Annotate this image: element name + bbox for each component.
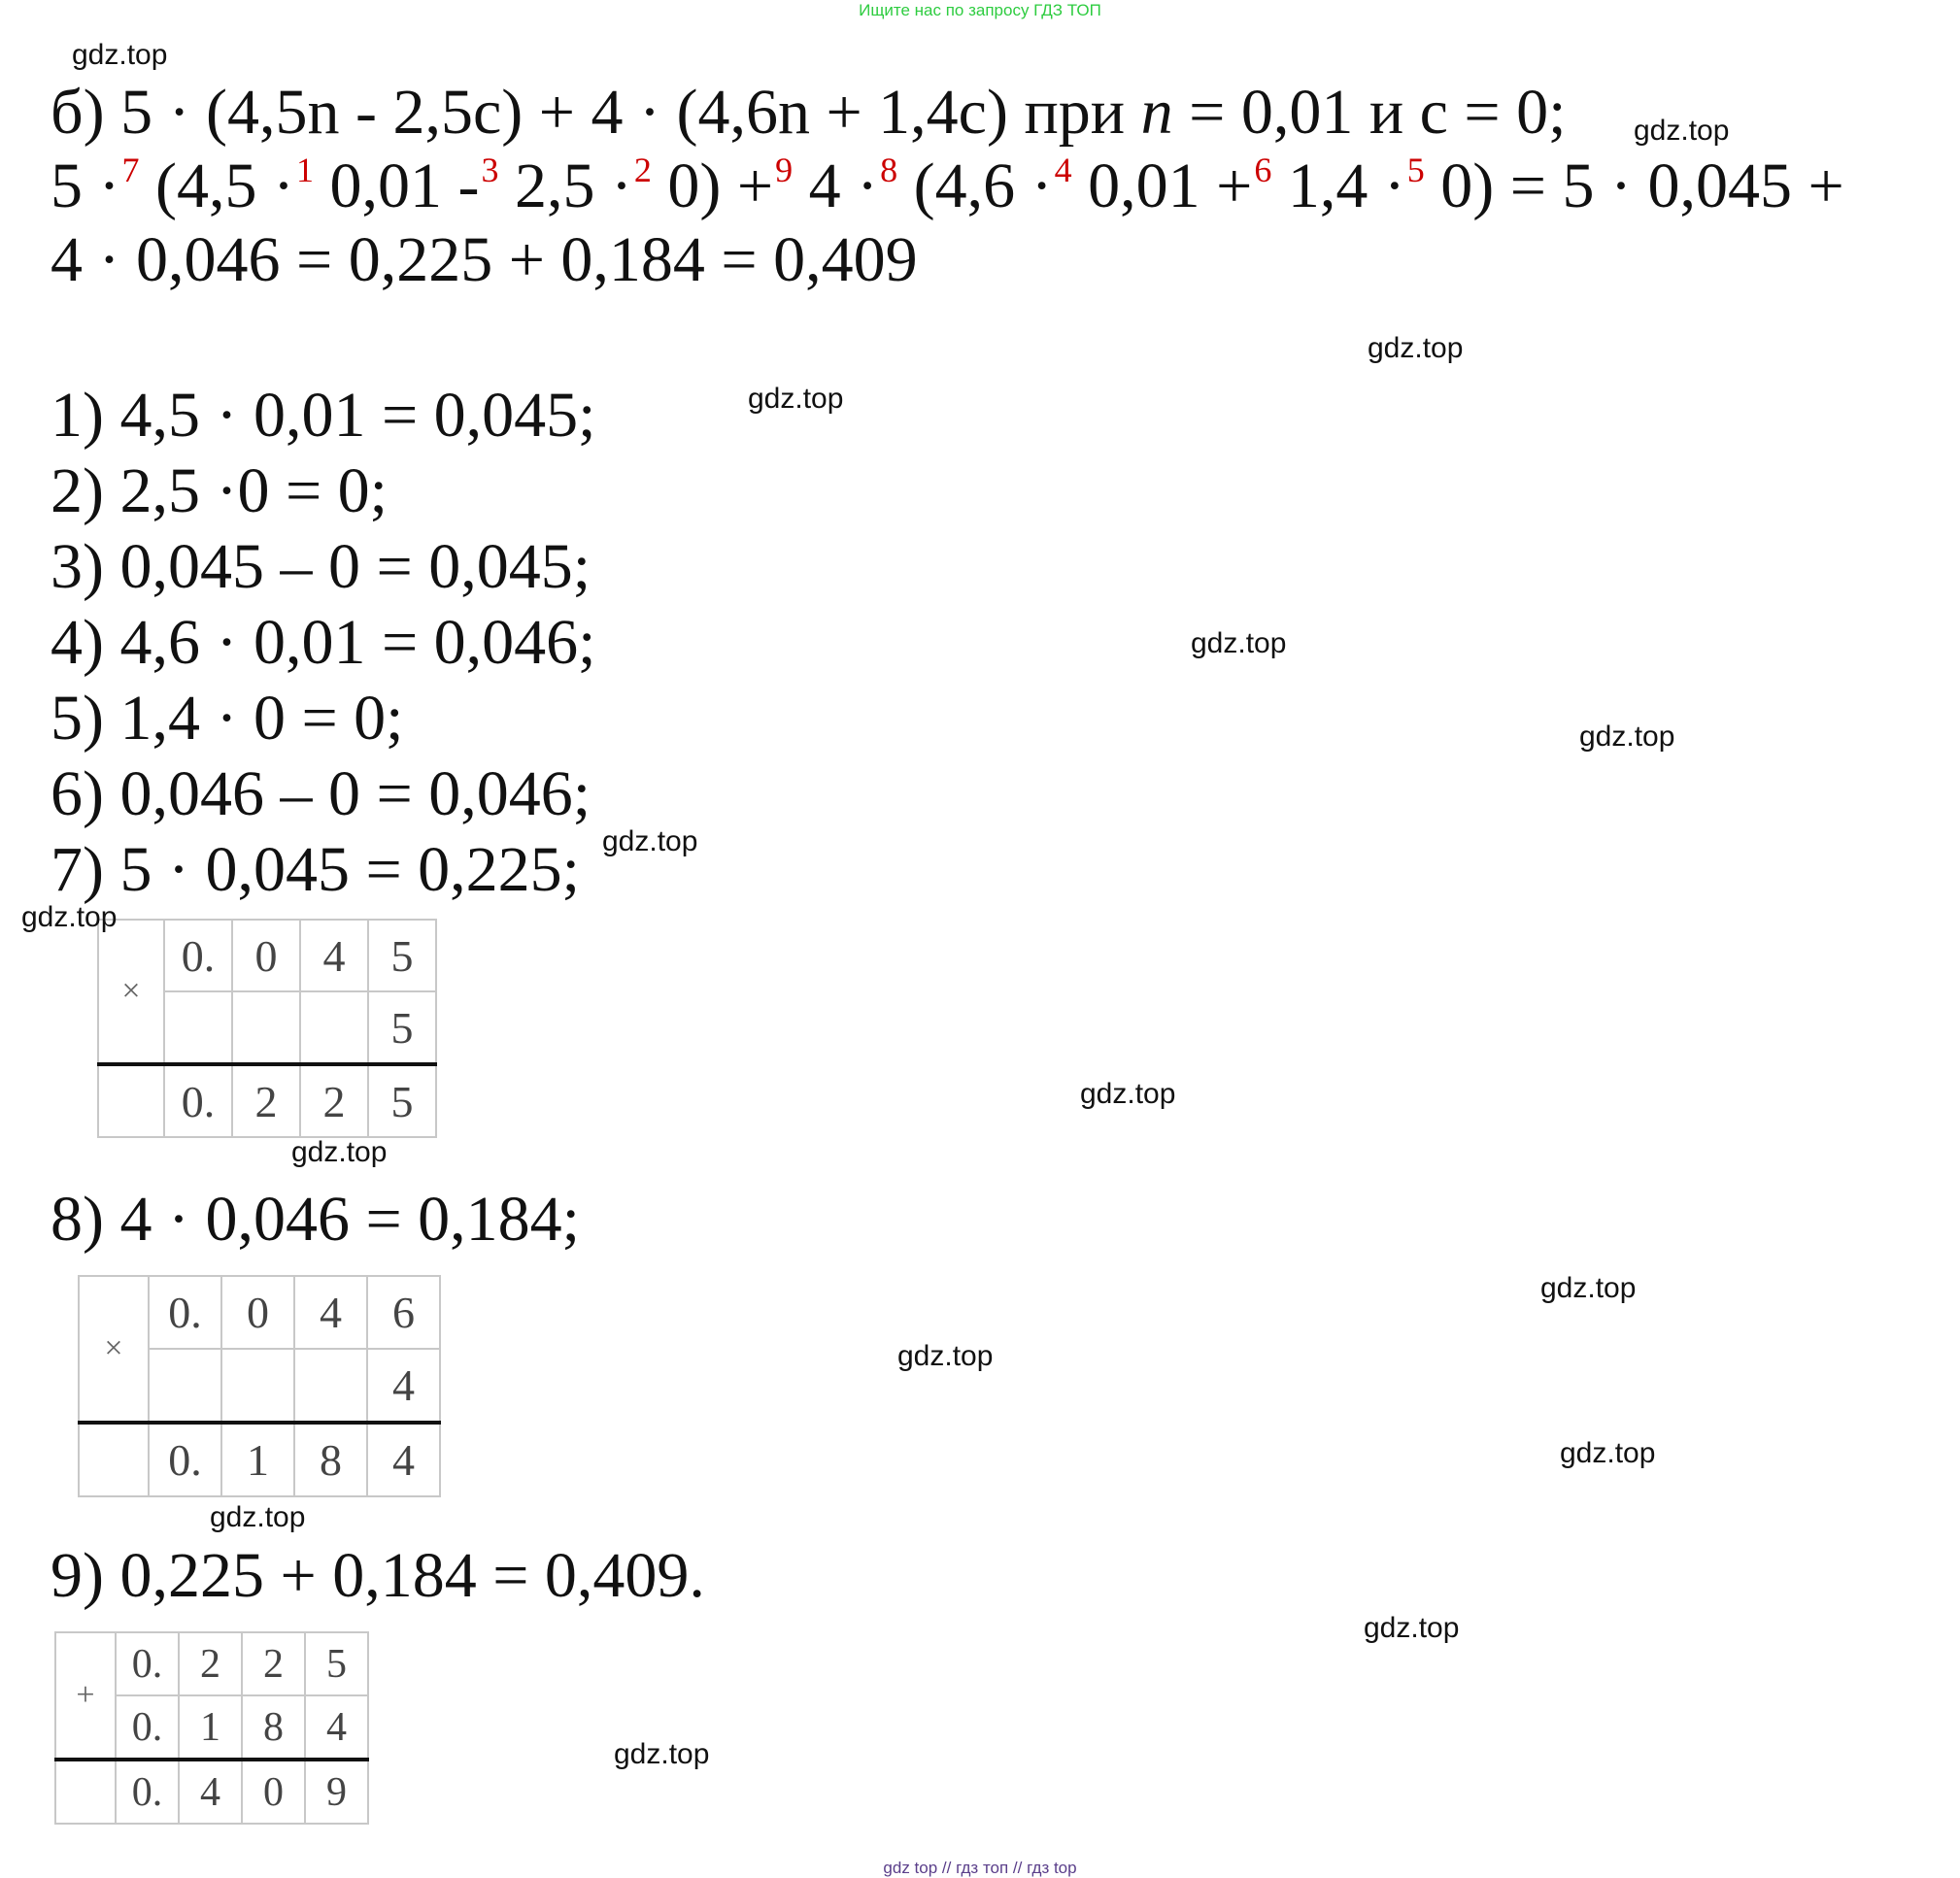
calc-digit-cell: [294, 1349, 367, 1423]
calc-digit-cell: 4: [294, 1276, 367, 1349]
calc-digit-cell: 2: [300, 1064, 368, 1137]
watermark: gdz.top: [21, 901, 118, 933]
watermark: gdz.top: [1634, 115, 1730, 147]
watermark: gdz.top: [1191, 627, 1287, 659]
problem-statement: [51, 76, 1567, 150]
step-order-marker: 2: [633, 151, 652, 189]
calc-blank-cell: [98, 1064, 164, 1137]
step-order-marker: 3: [481, 151, 499, 189]
watermark: gdz.top: [72, 39, 168, 71]
calc-digit-cell: 0: [221, 1276, 294, 1349]
calc-digit-cell: 6: [367, 1276, 440, 1349]
step-order-marker: 1: [295, 151, 314, 189]
solution-segment: 0) +: [651, 151, 774, 221]
step-8: 8) 4 · 0,046 = 0,184;: [51, 1184, 581, 1255]
calc-digit-cell: 0.: [164, 920, 232, 991]
watermark: gdz.top: [1540, 1272, 1637, 1304]
footer-links[interactable]: gdz top // гдз топ // гдз top: [883, 1859, 1077, 1877]
watermark: gdz.top: [897, 1340, 994, 1372]
solution-segment: 2,5 ·: [498, 151, 632, 221]
step-9: 9) 0,225 + 0,184 = 0,409.: [51, 1540, 705, 1611]
watermark: gdz.top: [291, 1136, 388, 1168]
calc-digit-cell: 0.: [149, 1423, 221, 1496]
watermark: gdz.top: [602, 825, 698, 857]
watermark: gdz.top: [1364, 1612, 1460, 1644]
step-3: 3) 0,045 – 0 = 0,045;: [51, 531, 591, 602]
calc-digit-cell: [164, 991, 232, 1064]
calc-digit-cell: [300, 991, 368, 1064]
top-banner[interactable]: Ищите нас по запросу ГДЗ ТОП: [859, 1, 1101, 19]
problem-label: б): [51, 77, 105, 148]
calc-row: [55, 1632, 368, 1695]
calc-digit-cell: 5: [368, 920, 436, 991]
solution-segment: 4 ·: [793, 151, 879, 221]
step-1: 1) 4,5 · 0,01 = 0,045;: [51, 380, 596, 451]
calc-blank-cell: [79, 1423, 149, 1496]
calc-result-row: [55, 1760, 368, 1824]
calc-blank-cell: [55, 1760, 116, 1824]
problem-condition: = 0,01 и с = 0;: [1189, 77, 1567, 148]
step-order-marker: 7: [121, 151, 140, 189]
calc-operator: +: [55, 1632, 116, 1760]
calc-digit-cell: 5: [368, 991, 436, 1064]
calc-digit-cell: 0.: [116, 1760, 179, 1824]
calc-digit-cell: [232, 991, 300, 1064]
calc-operator: ×: [79, 1276, 149, 1423]
calc-digit-cell: 4: [305, 1695, 368, 1760]
calc-digit-cell: 9: [305, 1760, 368, 1824]
calc-digit-cell: 0.: [116, 1632, 179, 1695]
step-order-marker: 8: [880, 151, 898, 189]
solution-segment: 0) = 5 · 0,045 +: [1424, 151, 1844, 221]
calc-digit-cell: 0.: [164, 1064, 232, 1137]
calc-digit-cell: 2: [242, 1632, 305, 1695]
solution-line: [51, 150, 1844, 232]
solution-segment: 0,01 -: [313, 151, 480, 221]
calc-digit-cell: 4: [300, 920, 368, 991]
step-6: 6) 0,046 – 0 = 0,046;: [51, 758, 591, 829]
watermark: gdz.top: [1080, 1078, 1176, 1110]
step-2: 2) 2,5 ·0 = 0;: [51, 455, 389, 526]
calc-row: [79, 1276, 440, 1349]
solution-segment: (4,6 ·: [897, 151, 1053, 221]
calc-digit-cell: 1: [221, 1423, 294, 1496]
calc-digit-cell: 2: [232, 1064, 300, 1137]
solution-segment: 5 ·: [51, 151, 120, 221]
calc-digit-cell: 8: [242, 1695, 305, 1760]
solution-line-2: 4 · 0,046 = 0,225 + 0,184 = 0,409: [51, 224, 918, 295]
calc-digit-cell: [221, 1349, 294, 1423]
watermark: gdz.top: [1579, 721, 1675, 753]
calc-digit-cell: 5: [368, 1064, 436, 1137]
calc-digit-cell: 8: [294, 1423, 367, 1496]
problem-expression: 5 · (4,5n - 2,5c) + 4 · (4,6n + 1,4c) при: [120, 77, 1126, 148]
calc-digit-cell: 0: [232, 920, 300, 991]
variable-n: n: [1140, 77, 1173, 148]
step-7: 7) 5 · 0,045 = 0,225;: [51, 834, 581, 905]
calc-result-row: [79, 1423, 440, 1496]
step-order-marker: 4: [1054, 151, 1072, 189]
calc-digit-cell: 0.: [116, 1695, 179, 1760]
watermark: gdz.top: [1368, 332, 1464, 364]
solution-segment: 1,4 ·: [1271, 151, 1405, 221]
watermark: gdz.top: [614, 1738, 710, 1770]
watermark: gdz.top: [1560, 1437, 1656, 1469]
solution-segment: 0,01 +: [1071, 151, 1253, 221]
multiplication-table-2: [78, 1275, 441, 1497]
watermark: gdz.top: [748, 383, 844, 415]
calc-digit-cell: 1: [179, 1695, 242, 1760]
multiplication-table-1: [97, 919, 437, 1138]
addition-table: [54, 1631, 369, 1825]
calc-digit-cell: 4: [179, 1760, 242, 1824]
step-order-marker: 5: [1406, 151, 1425, 189]
step-4: 4) 4,6 · 0,01 = 0,046;: [51, 607, 596, 678]
step-order-marker: 9: [775, 151, 794, 189]
calc-digit-cell: 5: [305, 1632, 368, 1695]
step-5: 5) 1,4 · 0 = 0;: [51, 683, 404, 754]
watermark: gdz.top: [210, 1501, 306, 1533]
calc-digit-cell: 2: [179, 1632, 242, 1695]
calc-digit-cell: 4: [367, 1349, 440, 1423]
calc-row: [98, 920, 436, 991]
calc-digit-cell: 0.: [149, 1276, 221, 1349]
solution-segment: (4,5 ·: [139, 151, 294, 221]
calc-operator: ×: [98, 920, 164, 1064]
calc-digit-cell: [149, 1349, 221, 1423]
calc-digit-cell: 0: [242, 1760, 305, 1824]
calc-digit-cell: 4: [367, 1423, 440, 1496]
calc-result-row: [98, 1064, 436, 1137]
step-order-marker: 6: [1254, 151, 1272, 189]
